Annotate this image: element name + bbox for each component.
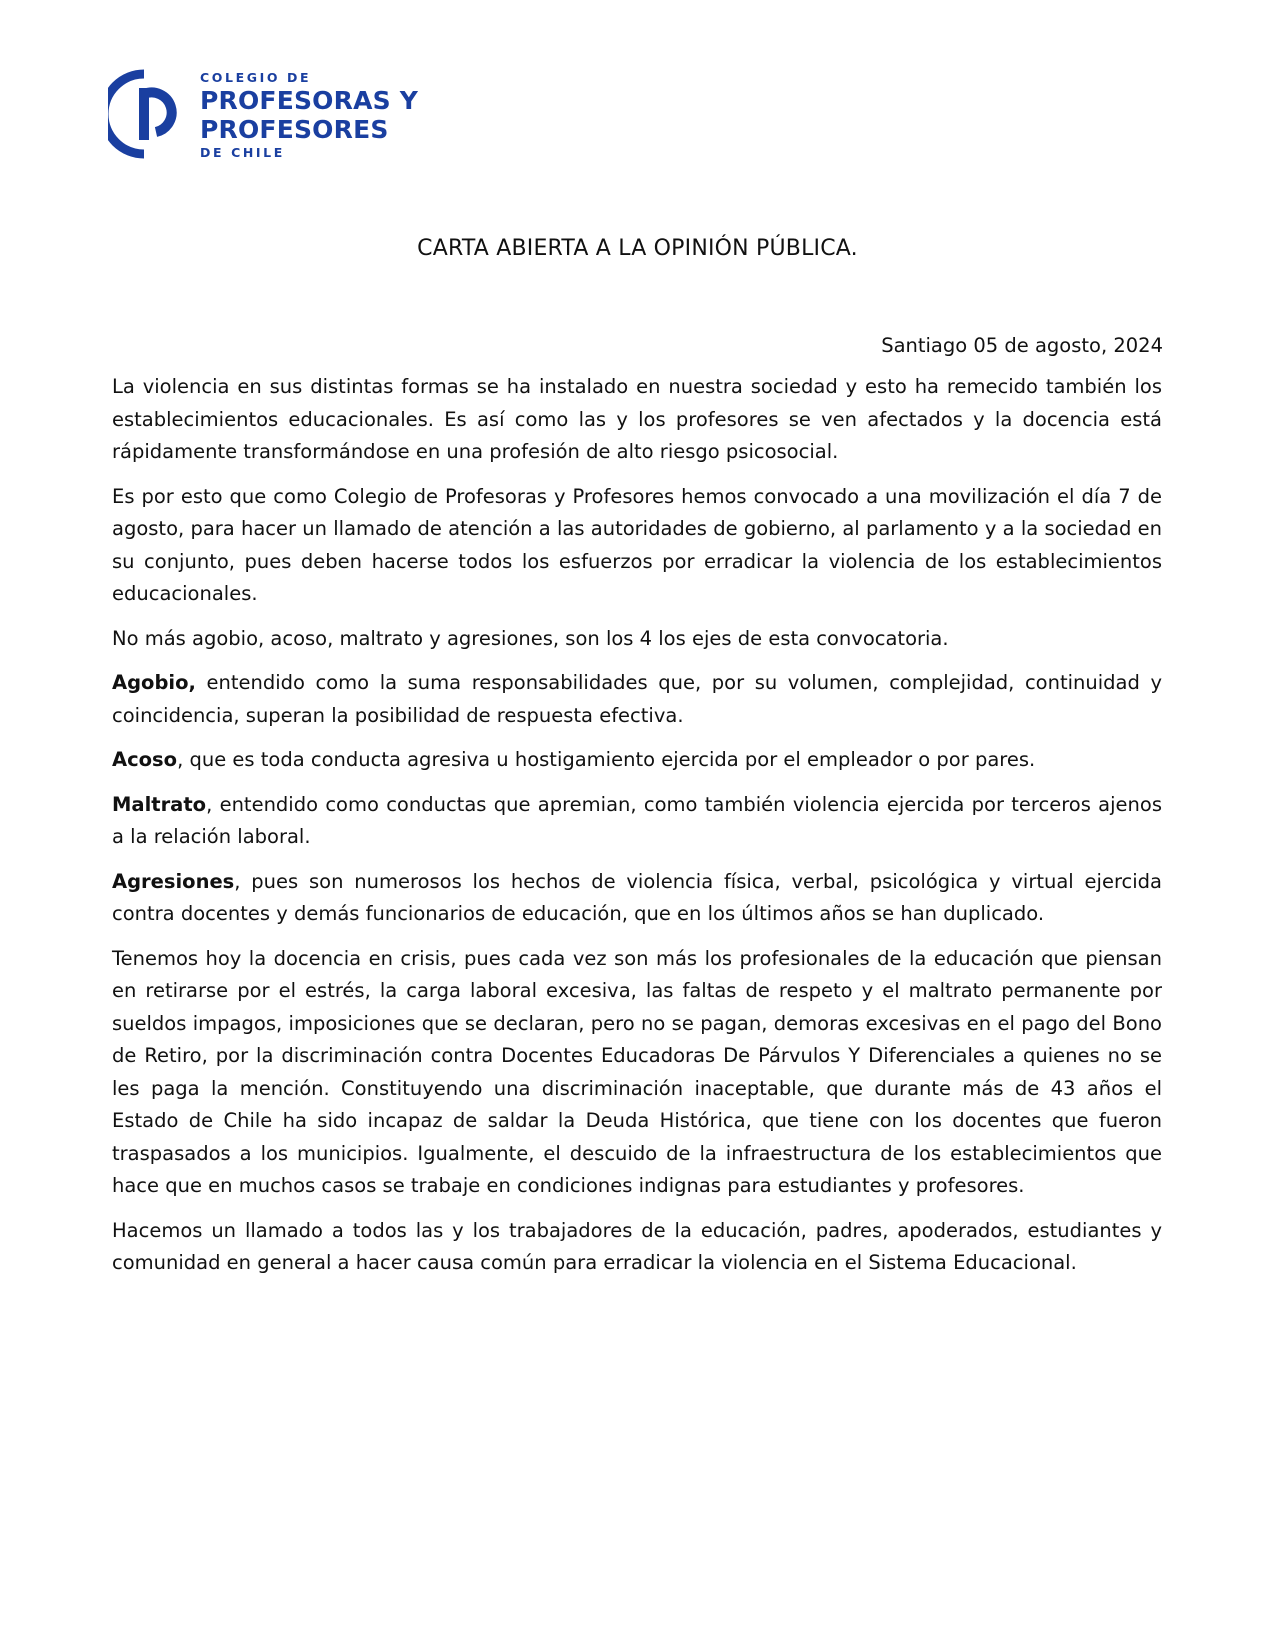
logo-line-1: COLEGIO DE <box>200 70 312 85</box>
paragraph <box>112 481 1162 611</box>
paragraph-text: , pues son numerosos los hechos de violencia física, verbal, psicológica y virtual ejercida contra docentes y demás funcionarios de educación, que en los últimos años se han duplicado. <box>112 869 1162 925</box>
paragraph-text: No más agobio, acoso, maltrato y agresiones, son los 4 los ejes de esta convocatoria. <box>112 626 949 650</box>
logo-wordmark <box>200 70 418 161</box>
paragraph <box>112 1215 1162 1280</box>
logo-line-4: DE CHILE <box>200 145 285 160</box>
logo-line-3: PROFESORES <box>200 115 389 144</box>
paragraph-text: La violencia en sus distintas formas se ha instalado en nuestra sociedad y esto ha remecido también los establecimientos educacionales. Es así como las y los profesores se ven afectados y la docencia está rápidamente transformándose en una profesión de alto riesgo psicosocial. <box>112 375 1162 463</box>
document-date: Santiago 05 de agosto, 2024 <box>881 334 1163 357</box>
paragraph-text: , entendido como conductas que apremian, como también violencia ejercida por terceros ajenos a la relación laboral. <box>112 792 1162 848</box>
letter-body <box>112 371 1162 1292</box>
organization-logo <box>108 68 438 160</box>
paragraph-maltrato <box>112 789 1162 854</box>
cp-monogram-icon <box>108 68 184 160</box>
paragraph <box>112 371 1162 469</box>
paragraph-text: Es por esto que como Colegio de Profesoras y Profesores hemos convocado a una movilización el día 7 de agosto, para hacer un llamado de atención a las autoridades de gobierno, al parlamento y a la sociedad en su conjunto, pues deben hacerse todos los esfuerzos por erradicar la violencia de los establecimientos educacionales. <box>112 484 1162 605</box>
term-label: Agresiones <box>112 869 235 893</box>
paragraph-text: Tenemos hoy la docencia en crisis, pues cada vez son más los profesionales de la educación que piensan en retirarse por el estrés, la carga laboral excesiva, las faltas de respeto y el maltrato permanente por sueldos impagos, imposiciones que se declaran, pero no se pagan, demoras excesivas en el pago del Bono de Retiro, por la discriminación contra Docentes Educadoras De Párvulos Y Diferenciales a quienes no se les paga la mención. Constituyendo una discriminación inaceptable, que durante más de 43 años el Estado de Chile ha sido incapaz de saldar la Deuda Histórica, que tiene con los docentes que fueron traspasados a los municipios. Igualmente, el descuido de la infraestructura de los establecimientos que hace que en muchos casos se trabaje en condiciones indignas para estudiantes y profesores. <box>112 946 1162 1197</box>
paragraph <box>112 623 1162 656</box>
paragraph-text: entendido como la suma responsabilidades que, por su volumen, complejidad, continuidad y coincidencia, superan la posibilidad de respuesta efectiva. <box>112 671 1162 727</box>
paragraph-agobio <box>112 667 1162 732</box>
paragraph-text: Hacemos un llamado a todos las y los trabajadores de la educación, padres, apoderados, estudiantes y comunidad en general a hacer causa común para erradicar la violencia en el Sistema Educacional. <box>112 1218 1162 1274</box>
term-label: Maltrato <box>112 792 207 816</box>
logo-line-2: PROFESORAS Y <box>200 86 419 115</box>
paragraph-acoso <box>112 744 1162 777</box>
paragraph <box>112 943 1162 1203</box>
document-title: CARTA ABIERTA A LA OPINIÓN PÚBLICA. <box>417 236 858 261</box>
paragraph-agresiones <box>112 866 1162 931</box>
term-label: Agobio, <box>112 671 196 694</box>
paragraph-text: , que es toda conducta agresiva u hostigamiento ejercida por el empleador o por pares. <box>177 748 1036 771</box>
term-label: Acoso <box>112 748 178 771</box>
